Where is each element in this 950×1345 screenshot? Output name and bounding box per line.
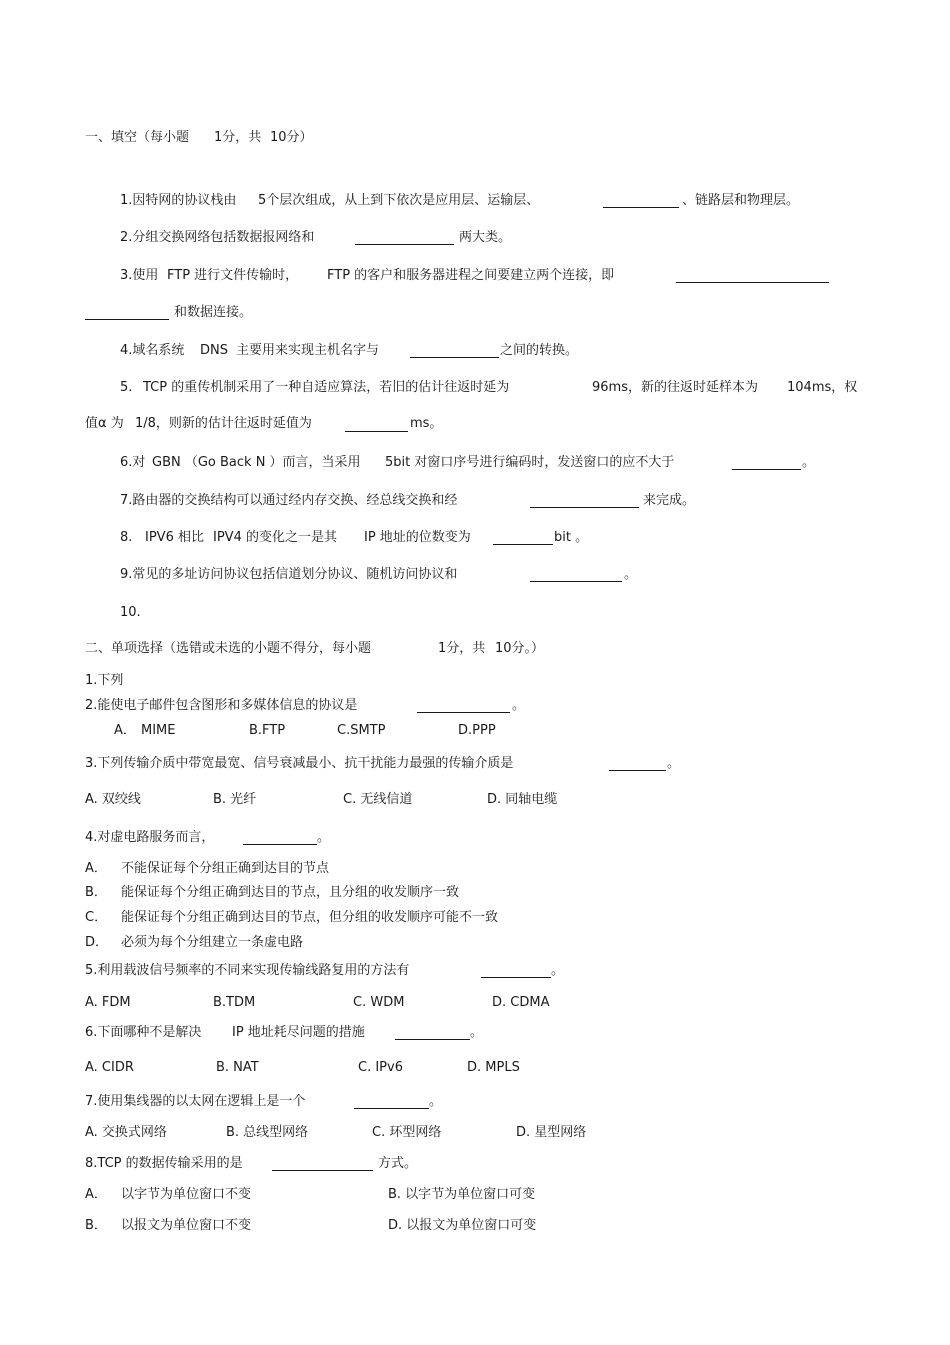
section1-title: [85, 129, 189, 147]
section2-total: 10分。）: [495, 641, 545, 656]
s1-q5-g: ms。: [410, 416, 443, 431]
s2-q5-opt-d[interactable]: D. CDMA: [492, 995, 550, 1010]
s2-q3-stem: 3.下列传输介质中带宽最宽、信号衰减最小、抗干扰能力最强的传输介质是: [85, 756, 514, 771]
s1-q3-c: FTP 的客户和服务器进程之间要建立两个连接，即: [327, 268, 615, 283]
s2-q3-opt-a[interactable]: A. 双绞线: [85, 792, 141, 807]
s2-q8-blank[interactable]: [272, 1170, 373, 1171]
s1-q1-blank[interactable]: [603, 207, 679, 208]
s2-q5-opt-c[interactable]: C. WDM: [353, 995, 405, 1010]
s1-q10: 10.: [120, 605, 141, 620]
s2-q6-end: 。: [470, 1025, 484, 1040]
s1-q5-d: 104ms，权: [787, 380, 858, 395]
s1-q8-blank[interactable]: [493, 544, 553, 545]
s2-q5-end: 。: [551, 963, 565, 978]
s2-q4-opt-b-label[interactable]: B．: [85, 885, 107, 900]
s2-q3-opt-c[interactable]: C. 无线信道: [343, 792, 413, 807]
s2-q5-stem: 5.利用载波信号频率的不同来实现传输线路复用的方法有: [85, 963, 410, 978]
s2-q2-opt-a[interactable]: MIME: [141, 723, 176, 738]
s1-q4-c: 主要用来实现主机名字与: [236, 343, 380, 358]
s2-q4-opt-b[interactable]: 能保证每个分组正确到达目的节点，且分组的收发顺序一致: [121, 885, 460, 900]
s1-q7-a: 7.路由器的交换结构可以通过经内存交换、经总线交换和经: [120, 493, 458, 508]
s1-q3-blank-2[interactable]: [85, 319, 169, 320]
s1-q1-a: 1.因特网的协议栈由: [120, 193, 237, 208]
s1-q5-c: 96ms，新的往返时延样本为: [592, 380, 758, 395]
s2-q7-opt-a[interactable]: A. 交换式网络: [85, 1125, 167, 1140]
s2-q8-end: 方式。: [378, 1156, 418, 1171]
s1-q6-blank[interactable]: [732, 469, 801, 470]
s2-q4-opt-a-label[interactable]: A．: [85, 861, 107, 876]
s1-q3-blank-1[interactable]: [676, 282, 829, 283]
s2-q6-opt-a[interactable]: A. CIDR: [85, 1060, 134, 1075]
section1-total: 10分）: [270, 130, 313, 145]
s2-q6-blank[interactable]: [395, 1039, 470, 1040]
s2-q6-b: IP 地址耗尽问题的措施: [232, 1025, 365, 1040]
s1-q9-a: 9.常见的多址访问协议包括信道划分协议、随机访问协议和: [120, 567, 458, 582]
s2-q7-blank[interactable]: [354, 1108, 429, 1109]
s1-q6-c: 5bit 对窗口序号进行编码时，发送窗口的应不大于: [385, 455, 675, 470]
s2-q7-end: 。: [429, 1094, 443, 1109]
s1-q8-b: IPV6 相比: [145, 530, 204, 545]
s1-q4-blank[interactable]: [410, 357, 499, 358]
s1-q4-a: 4.域名系统: [120, 343, 185, 358]
s1-q5-f: 1/8，则新的估计往返时延值为: [135, 416, 312, 431]
s2-q3-end: 。: [667, 756, 681, 771]
s1-q5-e: 值α 为: [85, 416, 124, 431]
s2-q7-stem: 7.使用集线器的以太网在逻辑上是一个: [85, 1094, 306, 1109]
s1-q8-c: IPV4 的变化之一是其: [213, 530, 337, 545]
s2-q5-opt-b[interactable]: B.TDM: [213, 995, 256, 1010]
s2-q8-opt-a-label[interactable]: A．: [85, 1187, 107, 1202]
s2-q3-blank[interactable]: [609, 770, 666, 771]
s2-q8-opt-a[interactable]: 以字节为单位窗口不变: [121, 1187, 252, 1202]
s1-q6-b: GBN （Go Back N ）而言，当采用: [152, 455, 361, 470]
s2-q8-opt-c[interactable]: 以报文为单位窗口不变: [121, 1218, 252, 1233]
s2-q4-opt-a[interactable]: 不能保证每个分组正确到达目的节点: [121, 861, 330, 876]
s2-q2-stem: 2.能使电子邮件包含图形和多媒体信息的协议是: [85, 698, 358, 713]
s1-q5-b: TCP 的重传机制采用了一种自适应算法，若旧的估计往返时延为: [143, 380, 510, 395]
s2-q8-stem: 8.TCP 的数据传输采用的是: [85, 1156, 243, 1171]
s2-q8-opt-c-label[interactable]: B．: [85, 1218, 107, 1233]
s1-q9-blank[interactable]: [530, 581, 622, 582]
s2-q7-opt-d[interactable]: D. 星型网络: [516, 1125, 587, 1140]
s1-q1-c: 、链路层和物理层。: [682, 193, 800, 208]
s1-q4-d: 之间的转换。: [500, 343, 579, 358]
s2-q4-opt-c-label[interactable]: C．: [85, 910, 108, 925]
s1-q2-a: 2.分组交换网络包括数据报网络和: [120, 230, 315, 245]
s1-q1-b: 5个层次组成，从上到下依次是应用层、运输层、: [258, 193, 540, 208]
s2-q4-opt-d[interactable]: 必须为每个分组建立一条虚电路: [121, 935, 304, 950]
s2-q3-opt-b[interactable]: B. 光纤: [213, 792, 257, 807]
s2-q4-opt-d-label[interactable]: D．: [85, 935, 109, 950]
section1-title-text: 一、填空（每小题: [85, 130, 190, 145]
s1-q2-b: 两大类。: [459, 230, 512, 245]
s1-q6-d: 。: [802, 455, 816, 470]
s2-q2-end: 。: [512, 698, 526, 713]
s2-q4-stem: 4.对虚电路服务而言，: [85, 830, 215, 845]
s1-q3-a: 3.使用: [120, 268, 159, 283]
section2-score: 1分，共: [438, 641, 486, 656]
s1-q9-b: 。: [624, 567, 638, 582]
s2-q7-opt-c[interactable]: C. 环型网络: [372, 1125, 442, 1140]
s2-q6-opt-b[interactable]: B. NAT: [216, 1060, 259, 1075]
s1-q8-e: bit 。: [554, 530, 589, 545]
s1-q3-b: FTP 进行文件传输时，: [167, 268, 299, 283]
s2-q7-opt-b[interactable]: B. 总线型网络: [226, 1125, 309, 1140]
s1-q8-d: IP 地址的位数变为: [364, 530, 471, 545]
s2-q5-blank[interactable]: [481, 977, 551, 978]
s1-q3-d: 和数据连接。: [174, 305, 253, 320]
s2-q2-opt-b[interactable]: B.FTP: [249, 723, 286, 738]
s2-q5-opt-a[interactable]: A. FDM: [85, 995, 131, 1010]
s2-q2-blank[interactable]: [417, 712, 510, 713]
s1-q7-blank[interactable]: [530, 507, 639, 508]
s2-q8-opt-d[interactable]: D. 以报文为单位窗口可变: [388, 1218, 537, 1233]
s2-q4-opt-c[interactable]: 能保证每个分组正确到达目的节点，但分组的收发顺序可能不一致: [121, 910, 499, 925]
s2-q1: 1.下列: [85, 673, 124, 688]
s2-q6-opt-d[interactable]: D. MPLS: [467, 1060, 520, 1075]
s1-q6-a: 6.对: [120, 455, 146, 470]
s2-q3-opt-d[interactable]: D. 同轴电缆: [487, 792, 558, 807]
s2-q6-a: 6.下面哪种不是解决: [85, 1025, 202, 1040]
s1-q5-a: 5.: [120, 380, 133, 395]
s2-q2-opt-d[interactable]: D.PPP: [458, 723, 496, 738]
s1-q2-blank[interactable]: [355, 244, 454, 245]
s2-q2-opt-a-label[interactable]: A．: [114, 723, 136, 738]
s1-q7-b: 来完成。: [643, 493, 696, 508]
section2-title: 二、单项选择（选错或未选的小题不得分，每小题: [85, 641, 372, 656]
s2-q2-opt-c[interactable]: C.SMTP: [337, 723, 386, 738]
s2-q4-blank[interactable]: [243, 844, 317, 845]
s1-q5-blank[interactable]: [345, 431, 408, 432]
s1-q4-b: DNS: [200, 343, 228, 358]
s2-q8-opt-b[interactable]: B. 以字节为单位窗口可变: [388, 1187, 536, 1202]
s2-q4-end: 。: [317, 830, 331, 845]
s2-q6-opt-c[interactable]: C. IPv6: [358, 1060, 403, 1075]
s1-q8-a: 8.: [120, 530, 133, 545]
section1-score: 1分，共: [214, 130, 262, 145]
